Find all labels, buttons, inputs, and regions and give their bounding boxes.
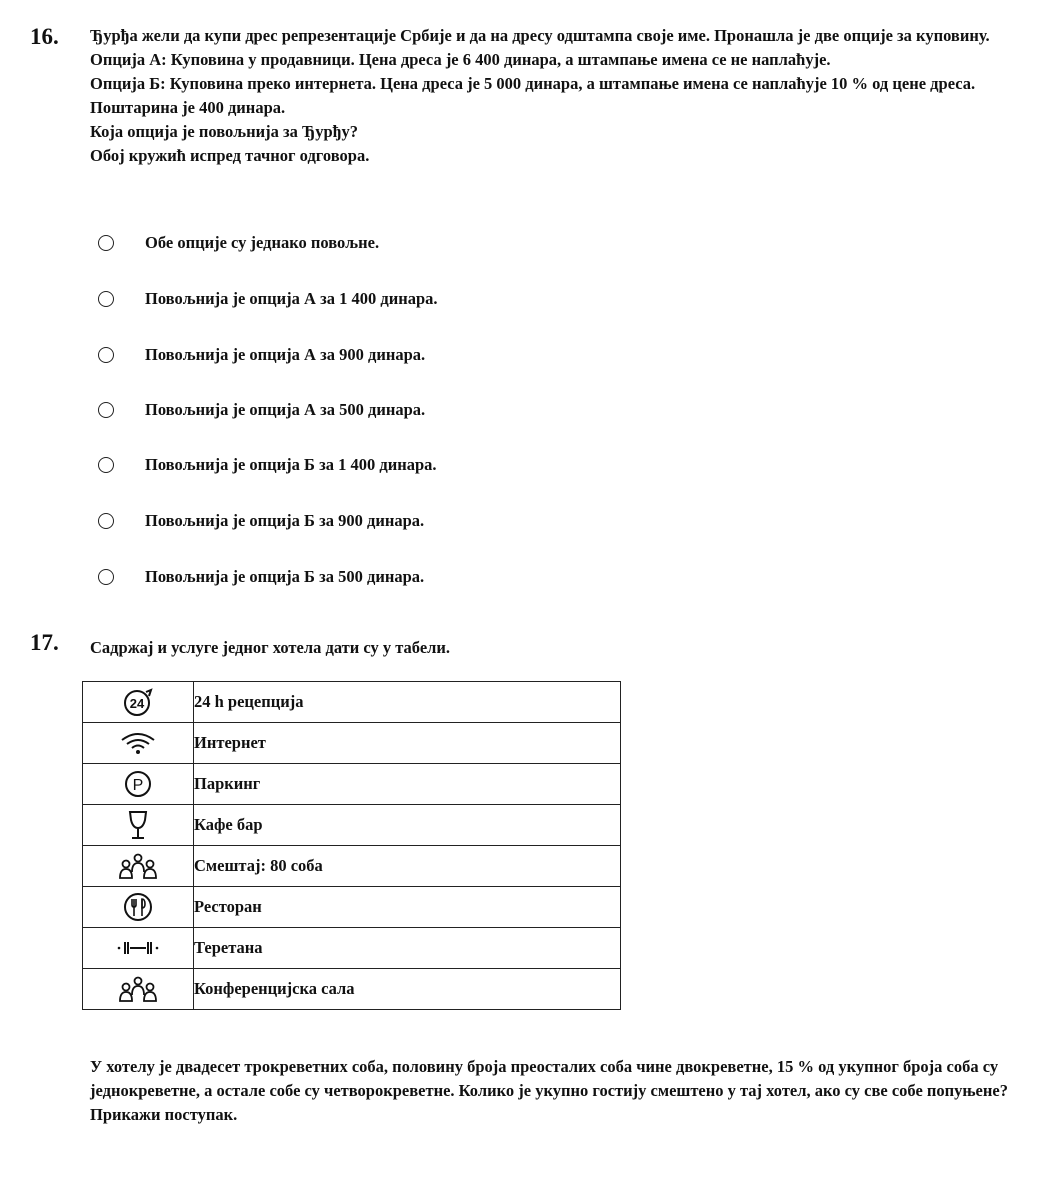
service-label: Теретана: [194, 928, 621, 969]
radio-circle[interactable]: [98, 513, 114, 529]
service-label: Ресторан: [194, 887, 621, 928]
table-row: [83, 764, 621, 805]
question-16-line: Обој кружић испред тачног одговора.: [90, 146, 370, 165]
wifi-icon: [83, 731, 193, 755]
table-row: [83, 928, 621, 969]
table-row: [83, 682, 621, 723]
question-17-number: 17.: [30, 630, 59, 655]
parking-icon: [83, 769, 193, 799]
service-label: 24 h рецепција: [194, 682, 621, 723]
answer-option-label: Повољнија је опција А за 500 динара.: [145, 400, 426, 419]
answer-option-4[interactable]: [98, 397, 698, 423]
table-row: [83, 846, 621, 887]
answer-option-label: Обе опције су једнако повољне.: [145, 233, 380, 252]
question-17-text: [90, 1055, 1025, 1127]
icon-cell: [83, 969, 194, 1010]
hotel-services-table: [82, 681, 621, 1010]
answer-option-5[interactable]: [98, 452, 698, 478]
table-row: [83, 723, 621, 764]
answer-option-label: Повољнија је опција А за 1 400 динара.: [145, 289, 438, 308]
icon-cell: [83, 682, 194, 723]
answer-option-label: Повољнија је опција Б за 500 динара.: [145, 567, 425, 586]
table-row: [83, 969, 621, 1010]
answer-option-1[interactable]: [98, 230, 698, 256]
answer-option-label: Повољнија је опција Б за 1 400 динара.: [145, 455, 437, 474]
question-17-line: У хотелу је двадесет трокреветних соба, половину броја преосталих соба чине двокреветне, 15 % од укупног броја соба су једнокреветне, а остале собе су четворокреветне. Колико је укупно гостију смештено у тај хотел, ако су све собе попуњене?: [90, 1057, 1008, 1100]
question-16-line: Опција А: Куповина у продавници. Цена дреса је 6 400 динара, а штампање имена се не наплаћује.: [90, 50, 831, 69]
answer-option-2[interactable]: [98, 286, 698, 312]
icon-cell: [83, 846, 194, 887]
service-label: Конференцијска сала: [194, 969, 621, 1010]
icon-cell: [83, 764, 194, 805]
table-row: [83, 887, 621, 928]
question-16-number: 16.: [30, 24, 59, 49]
dumbbell-icon: [83, 938, 193, 958]
radio-circle[interactable]: [98, 402, 114, 418]
question-17-intro-text: Садржај и услуге једног хотела дати су у табели.: [90, 638, 451, 657]
question-16-line: Опција Б: Куповина преко интернета. Цена дреса је 5 000 динара, а штампање имена се наплаћује 10 % од цене дреса. Поштарина је 400 динара.: [90, 74, 976, 117]
wine-glass-icon: [83, 809, 193, 841]
question-17-intro: [90, 636, 1025, 660]
icon-cell: [83, 805, 194, 846]
icon-cell: [83, 928, 194, 969]
icon-cell: [83, 723, 194, 764]
service-label: Смештај: 80 соба: [194, 846, 621, 887]
people-group-icon: [83, 975, 193, 1003]
question-16-line: Која опција је повољнија за Ђурђу?: [90, 122, 358, 141]
answer-option-7[interactable]: [98, 564, 698, 590]
answer-option-label: Повољнија је опција А за 900 динара.: [145, 345, 426, 364]
people-group-icon: [83, 852, 193, 880]
24h-clock-icon: [83, 687, 193, 717]
service-label: Кафе бар: [194, 805, 621, 846]
answer-option-label: Повољнија је опција Б за 900 динара.: [145, 511, 425, 530]
svg-text:P: P: [132, 777, 144, 794]
fork-knife-icon: [83, 891, 193, 923]
service-label: Паркинг: [194, 764, 621, 805]
radio-circle[interactable]: [98, 291, 114, 307]
radio-circle[interactable]: [98, 457, 114, 473]
service-label: Интернет: [194, 723, 621, 764]
radio-circle[interactable]: [98, 235, 114, 251]
svg-text:24: 24: [129, 696, 145, 711]
radio-circle[interactable]: [98, 569, 114, 585]
question-17-line: Прикажи поступак.: [90, 1105, 238, 1124]
question-16-text: [90, 24, 1025, 168]
icon-cell: [83, 887, 194, 928]
question-16-line: Ђурђа жели да купи дрес репрезентације Србије и да на дресу одштампа своје име. Пронашла је две опције за куповину.: [90, 26, 990, 45]
answer-option-6[interactable]: [98, 508, 698, 534]
answer-option-3[interactable]: [98, 342, 698, 368]
table-row: [83, 805, 621, 846]
radio-circle[interactable]: [98, 347, 114, 363]
